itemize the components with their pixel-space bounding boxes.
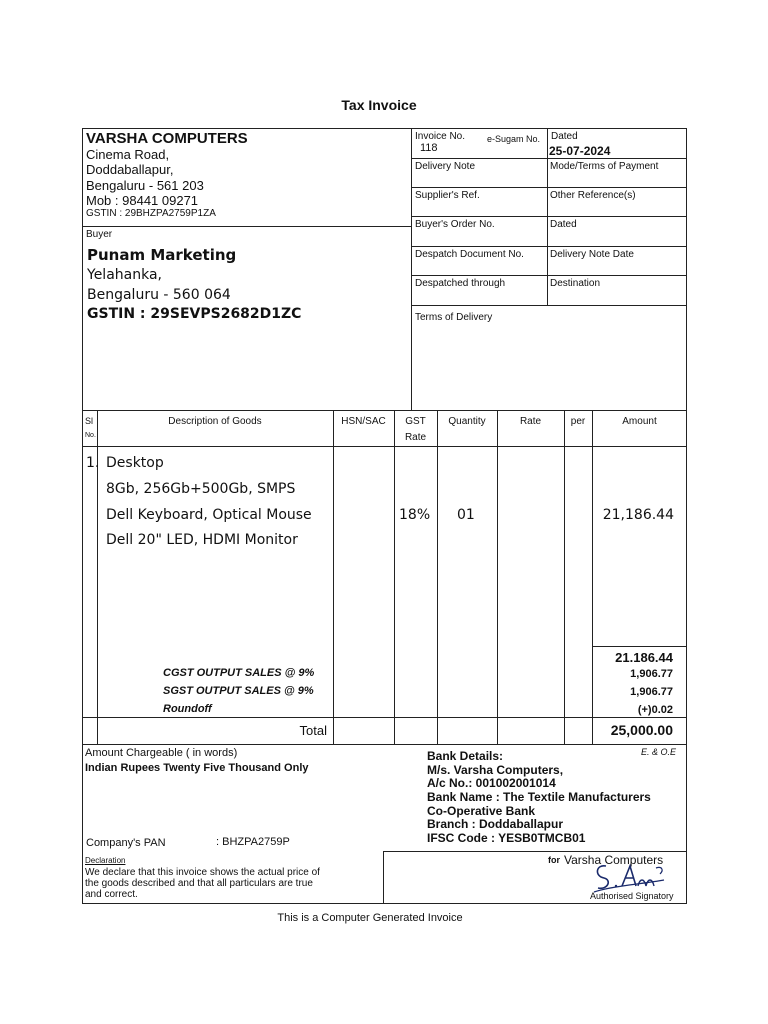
- page-title: Tax Invoice: [341, 97, 417, 113]
- item-detail: Dell Keyboard, Optical Mouse: [106, 507, 312, 523]
- generated-note: This is a Computer Generated Invoice: [277, 912, 463, 924]
- dated2-label: Dated: [550, 219, 577, 230]
- item-sl: 1.: [86, 455, 100, 471]
- tax-label: Roundoff: [163, 703, 212, 715]
- tax-value: 1,906.77: [630, 686, 673, 698]
- buyer-gstin: GSTIN : 29SEVPS2682D1ZC: [87, 306, 302, 322]
- signature-image: [592, 856, 668, 896]
- divider: [411, 158, 687, 159]
- divider: [411, 246, 687, 247]
- subtotal: 21.186.44: [615, 650, 673, 665]
- declaration-label: Declaration: [85, 856, 126, 865]
- seller-address-line: Cinema Road,: [86, 147, 170, 162]
- item-detail: Dell 20" LED, HDMI Monitor: [106, 532, 298, 548]
- total-amount: 25,000.00: [610, 722, 673, 738]
- item-quantity: 01: [457, 507, 475, 523]
- despatch-doc-label: Despatch Document No.: [415, 249, 524, 260]
- item-name: Desktop: [106, 455, 164, 471]
- seller-name: VARSHA COMPUTERS: [86, 130, 248, 147]
- divider: [82, 446, 687, 447]
- header-hsn: HSN/SAC: [341, 416, 386, 427]
- divider: [411, 128, 412, 411]
- header-quantity: Quantity: [448, 416, 486, 427]
- buyer-order-label: Buyer's Order No.: [415, 219, 495, 230]
- buyer-label: Buyer: [86, 229, 113, 240]
- divider: [383, 851, 384, 904]
- other-ref-label: Other Reference(s): [550, 190, 636, 201]
- delivery-note-label: Delivery Note: [415, 161, 476, 172]
- mode-terms-label: Mode/Terms of Payment: [550, 161, 659, 172]
- bank-name-cont: Co-Operative Bank: [427, 804, 536, 818]
- despatched-through-label: Despatched through: [415, 278, 506, 289]
- authorised-signatory: Authorised Signatory: [590, 891, 674, 901]
- divider: [411, 275, 687, 276]
- seller-phone: Mob : 98441 09271: [86, 193, 199, 208]
- col-divider: [497, 410, 498, 744]
- for-company: Varsha Computers: [564, 853, 664, 867]
- tax-label: CGST OUTPUT SALES @ 9%: [163, 667, 315, 679]
- bank-name: Bank Name : The Textile Manufacturers: [427, 790, 651, 804]
- col-divider: [394, 410, 395, 744]
- amount-words-label: Amount Chargeable ( in words): [85, 747, 238, 759]
- delivery-note-date-label: Delivery Note Date: [550, 249, 634, 260]
- header-description: Description of Goods: [168, 416, 262, 427]
- tax-value: (+)0.02: [637, 704, 673, 716]
- item-detail: 8Gb, 256Gb+500Gb, SMPS: [106, 481, 296, 497]
- bank-account-no: A/c No.: 001002001014: [427, 776, 556, 790]
- divider: [383, 851, 687, 852]
- esugam-label: e-Sugam No.: [487, 134, 541, 144]
- header-per: per: [570, 416, 586, 427]
- bank-branch: Branch : Doddaballapur: [427, 817, 564, 831]
- bank-ifsc: IFSC Code : YESB0TMCB01: [427, 831, 586, 845]
- header-rate: Rate: [519, 416, 542, 427]
- declaration-line: the goods described and that all particulars are true: [85, 878, 313, 889]
- header-gst-rate: Rate: [404, 432, 427, 443]
- pan-value: : BHZPA2759P: [216, 836, 290, 848]
- divider: [592, 646, 687, 647]
- divider: [411, 187, 687, 188]
- divider: [82, 744, 687, 745]
- dated-label: Dated: [551, 131, 578, 142]
- pan-label: Company's PAN: [86, 837, 166, 849]
- bank-account-name: M/s. Varsha Computers,: [427, 763, 564, 777]
- seller-address-line: Doddaballapur,: [86, 162, 174, 177]
- buyer-name: Punam Marketing: [87, 246, 237, 264]
- seller-address-line: Bengaluru - 561 203: [86, 178, 204, 193]
- total-label: Total: [299, 723, 327, 738]
- destination-label: Destination: [550, 278, 601, 289]
- header-amount: Amount: [622, 416, 657, 427]
- declaration-line: We declare that this invoice shows the actual price of: [85, 867, 320, 878]
- amount-words: Indian Rupees Twenty Five Thousand Only: [85, 762, 309, 774]
- divider: [82, 226, 411, 227]
- item-amount: 21,186.44: [602, 507, 674, 523]
- header-gst: GST: [405, 416, 426, 427]
- divider: [82, 410, 687, 411]
- divider: [411, 305, 687, 306]
- col-divider: [437, 410, 438, 744]
- header-sl: Sl: [85, 416, 94, 426]
- header-sl-no: No.: [85, 432, 96, 439]
- invoice-no-label: Invoice No.: [415, 131, 466, 142]
- buyer-address-line: Bengaluru - 560 064: [87, 287, 231, 303]
- divider: [411, 216, 687, 217]
- supplier-ref-label: Supplier's Ref.: [415, 190, 480, 201]
- buyer-address-line: Yelahanka,: [87, 267, 162, 283]
- for-label: for: [548, 855, 560, 865]
- col-divider: [564, 410, 565, 744]
- col-divider: [333, 410, 334, 744]
- item-gst-rate: 18%: [399, 507, 431, 523]
- seller-gstin: GSTIN : 29BHZPA2759P1ZA: [86, 208, 216, 219]
- invoice-no: 118: [420, 142, 438, 154]
- terms-delivery-label: Terms of Delivery: [415, 312, 493, 323]
- bank-title: Bank Details:: [427, 749, 504, 763]
- tax-value: 1,906.77: [630, 668, 673, 680]
- eoe-note: E. & O.E: [641, 747, 677, 757]
- tax-label: SGST OUTPUT SALES @ 9%: [163, 685, 314, 697]
- divider: [82, 717, 687, 718]
- declaration-line: and correct.: [85, 889, 138, 900]
- invoice-date: 25-07-2024: [549, 144, 611, 158]
